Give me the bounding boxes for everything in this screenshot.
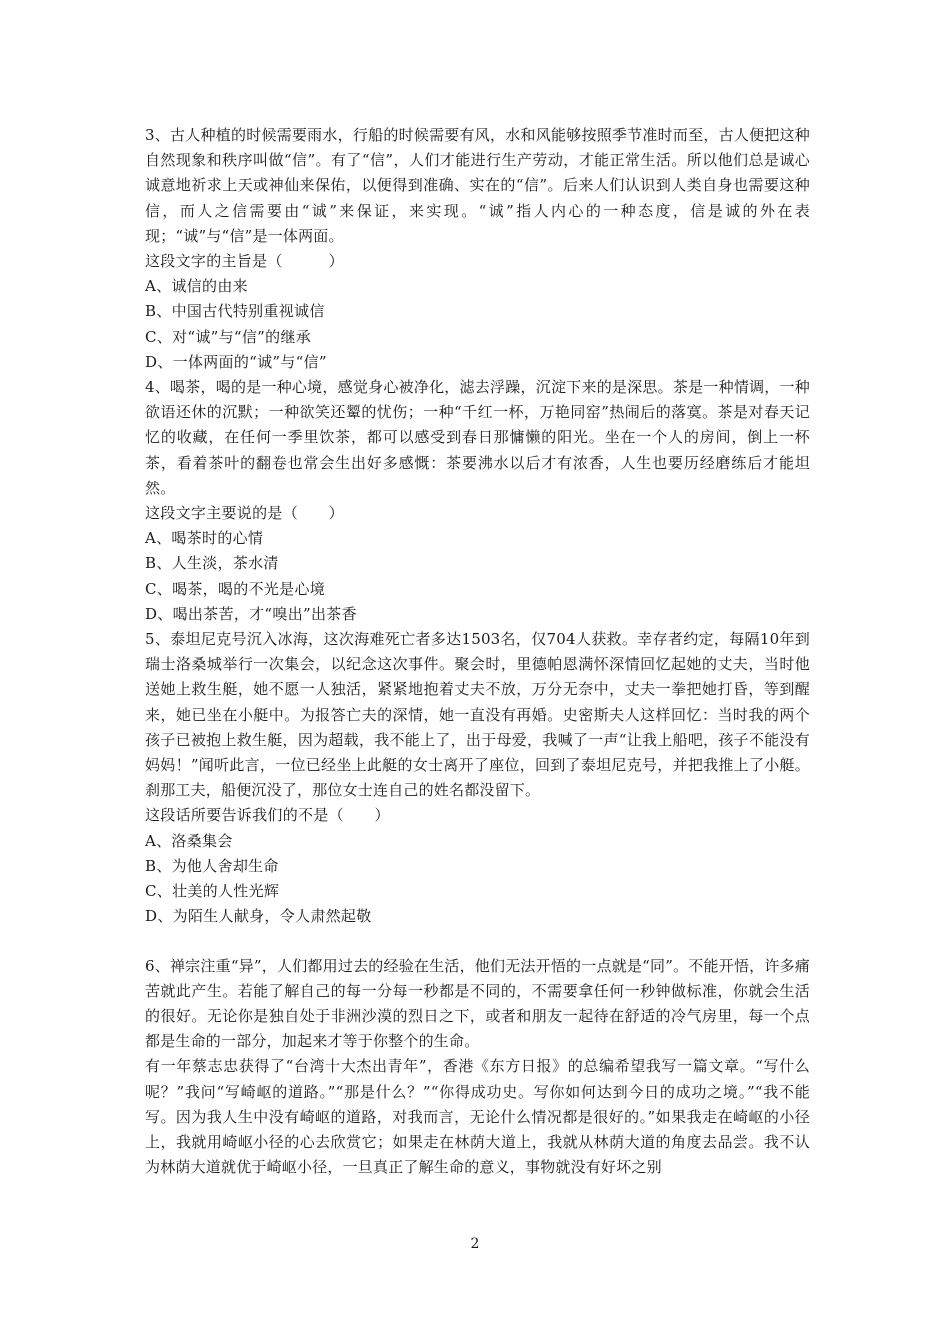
q3-option-a: A、诚信的由来	[145, 277, 248, 296]
q3-passage: 3、古人种植的时候需要雨水，行船的时候需要有风，水和风能够按照季节准时而至，古人便把这种自然现象和秩序叫做“信”。有了“信”，人们才能进行生产劳动，才能正常生活。所以他们总是诚心诚意地祈求上天或神仙来保佑，以便得到准确、实在的“信”。后来人们认识到人类自身也需要这种信，而人之信需要由“诚”来保证，来实现。“诚”指人内心的一种态度，信是诚的外在表现；“诚”与“信”是一体两面。	[145, 126, 810, 245]
q4-option-c: C、喝茶，喝的不光是心境	[145, 579, 326, 598]
q4-option-d: D、喝出茶苦，才“嗅出”出茶香	[145, 604, 357, 623]
q4-passage: 4、喝茶，喝的是一种心境，感觉身心被净化，滤去浮躁，沉淀下来的是深思。茶是一种情调，一种欲语还休的沉默；一种欲笑还颦的忧伤；一种“千红一杯，万艳同窑”热闹后的落寞。茶是对春天记忆的收藏，在任何一季里饮茶，都可以感受到春日那慵懒的阳光。坐在一个人的房间，倒上一杯茶，看着茶叶的翻卷也常会生出好多感慨：茶要沸水以后才有浓香，人生也要历经磨练后才能坦然。	[145, 378, 810, 497]
q3-option-c: C、对“诚”与“信”的继承	[145, 327, 312, 346]
q5-passage: 5、泰坦尼克号沉入冰海，这次海难死亡者多达1503名，仅704人获救。幸存者约定，每隔10年到瑞士洛桑城举行一次集会，以纪念这次事件。聚会时，里德帕恩满怀深情回忆起她的丈夫，当时他送她上救生艇，她不愿一人独活，紧紧地抱着丈夫不放，万分无奈中，丈夫一拳把她打昏，等到醒来，她已坐在小艇中。为报答亡夫的深情，她一直没有再婚。史密斯夫人这样回忆：当时我的两个孩子已被抱上救生艇，因为超载，我不能上了，出于母爱，我喊了一声“让我上船吧，孩子不能没有妈妈！”闻听此言，一位已经坐上此艇的女士离开了座位，回到了泰坦尼克号，并把我推上了小艇。刹那工夫，船便沉没了，那位女士连自己的姓名都没留下。	[145, 630, 810, 800]
q4-option-b: B、人生淡，茶水清	[145, 554, 279, 573]
q4-question: 这段文字主要说的是（ ）	[145, 504, 344, 523]
q3-option-b: B、中国古代特别重视诚信	[145, 302, 325, 321]
q4-option-a: A、喝茶时的心情	[145, 529, 264, 548]
q5-question: 这段话所要告诉我们的不是（ ）	[145, 806, 390, 825]
q6-passage-1: 6、禅宗注重“异”，人们都用过去的经验在生活，他们无法开悟的一点就是“同”。不能开悟，许多痛苦就此产生。若能了解自己的每一分每一秒都是不同的，不需要拿任何一秒钟做标准，你就会生活的很好。无论你是独自处于非洲沙漠的烈日之下，或者和朋友一起待在舒适的冷气房里，每一个点都是生命的一部分，加起来才等于你整个的生命。	[145, 956, 810, 1051]
q6-passage-2: 有一年蔡志忠获得了“台湾十大杰出青年”，香港《东方日报》的总编希望我写一篇文章。“写什么呢？”我问“写崎岖的道路。”“那是什么？”“你得成功史。写你如何达到今日的成功之境。”“我不能写。因为我人生中没有崎岖的道路，对我而言，无论什么情况都是很好的。”如果我走在崎岖的小径上，我就用崎岖小径的心去欣赏它；如果走在林荫大道上，我就从林荫大道的角度去品尝。我不认为林荫大道就优于崎岖小径，一旦真正了解生命的意义，事物就没有好坏之别	[145, 1057, 810, 1177]
q5-option-d: D、为陌生人献身，令人肃然起敬	[145, 907, 372, 926]
section-gap	[145, 930, 810, 954]
page-content	[145, 123, 810, 1180]
page-number: 2	[470, 1236, 480, 1252]
q5-option-b: B、为他人舍却生命	[145, 856, 279, 875]
q5-option-a: A、洛桑集会	[145, 831, 233, 850]
q5-option-c: C、壮美的人性光辉	[145, 882, 280, 901]
q3-option-d: D、一体两面的“诚”与“信”	[145, 352, 327, 371]
q3-question: 这段文字的主旨是（ ）	[145, 252, 344, 271]
